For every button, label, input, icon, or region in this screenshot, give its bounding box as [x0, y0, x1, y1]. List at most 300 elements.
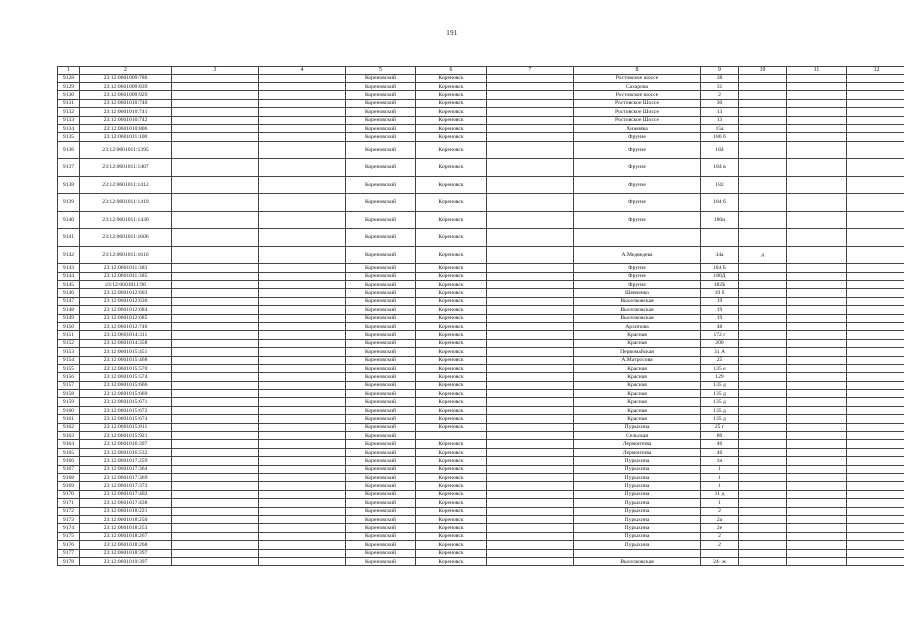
district-cell: Кореновский [346, 448, 416, 456]
empty-cell [787, 373, 847, 381]
empty-cell [172, 507, 259, 515]
empty-cell [847, 557, 904, 565]
table-row [58, 246, 904, 264]
column-header: 11 [787, 67, 847, 75]
cadastral-number-cell: 23:12:0601016:397 [80, 440, 172, 448]
column-header: 12 [847, 67, 904, 75]
street-cell: Красная [574, 406, 701, 414]
note-cell [739, 532, 787, 540]
district-cell: Кореновский [346, 364, 416, 372]
empty-cell [847, 306, 904, 314]
table-row [58, 211, 904, 229]
note-cell [739, 465, 787, 473]
street-cell: Фрунзе [574, 264, 701, 272]
empty-cell [259, 423, 346, 431]
house-number-cell: 180Д [701, 272, 739, 280]
empty-cell [847, 141, 904, 159]
empty-cell [847, 264, 904, 272]
column-header: 3 [172, 67, 259, 75]
row-number-cell: 9155 [58, 364, 80, 372]
table-row [58, 297, 904, 305]
house-number-cell [701, 549, 739, 557]
empty-cell [787, 322, 847, 330]
cadastral-number-cell: 23:12:0601015:811 [80, 423, 172, 431]
district-cell: Кореновский [346, 440, 416, 448]
empty-cell [259, 398, 346, 406]
empty-cell [172, 74, 259, 82]
cadastral-number-cell: 23:12:0601018:268 [80, 541, 172, 549]
empty-cell [259, 415, 346, 423]
row-number-cell: 9162 [58, 423, 80, 431]
table-row [58, 281, 904, 289]
column-header: 4 [259, 67, 346, 75]
note-cell [739, 281, 787, 289]
street-cell: Пурыхина [574, 541, 701, 549]
empty-cell [259, 507, 346, 515]
table-row [58, 141, 904, 159]
row-number-cell: 9148 [58, 306, 80, 314]
house-number-cell: 19 [701, 314, 739, 322]
empty-cell [259, 108, 346, 116]
district-cell: Кореновский [346, 297, 416, 305]
note-cell [739, 289, 787, 297]
empty-cell [259, 457, 346, 465]
empty-cell [259, 448, 346, 456]
cadastral-number-cell: 23:12:0601011:1606 [80, 229, 172, 247]
district-cell: Кореновский [346, 473, 416, 481]
district-cell: Кореновский [346, 515, 416, 523]
empty-cell [487, 82, 574, 90]
street-cell: Ростовское Шоссе [574, 108, 701, 116]
empty-cell [487, 211, 574, 229]
empty-cell [787, 229, 847, 247]
table-row [58, 322, 904, 330]
note-cell [739, 141, 787, 159]
row-number-cell: 9166 [58, 457, 80, 465]
street-cell: Красная [574, 415, 701, 423]
empty-cell [847, 159, 904, 177]
town-cell: Кореновск [416, 440, 487, 448]
empty-cell [487, 272, 574, 280]
town-cell: Кореновск [416, 549, 487, 557]
empty-cell [259, 440, 346, 448]
street-cell: Пурыхина [574, 423, 701, 431]
street-cell: Пурыхина [574, 515, 701, 523]
house-number-cell: 19 б [701, 289, 739, 297]
note-cell [739, 499, 787, 507]
note-cell [739, 116, 787, 124]
column-header: 1 [58, 67, 80, 75]
row-number-cell: 9157 [58, 381, 80, 389]
empty-cell [172, 211, 259, 229]
town-cell: Кореновск [416, 176, 487, 194]
empty-cell [172, 322, 259, 330]
district-cell: Кореновский [346, 532, 416, 540]
street-cell: Пурыхина [574, 532, 701, 540]
table-row [58, 364, 904, 372]
town-cell: Кореновск [416, 211, 487, 229]
district-cell: Кореновский [346, 541, 416, 549]
empty-cell [487, 549, 574, 557]
empty-cell [172, 141, 259, 159]
street-cell: А.Матросова [574, 356, 701, 364]
cadastral-number-cell: 23:12:0601015:468 [80, 356, 172, 364]
town-cell: Кореновск [416, 373, 487, 381]
row-number-cell: 9177 [58, 549, 80, 557]
town-cell: Кореновск [416, 331, 487, 339]
note-cell [739, 194, 787, 212]
empty-cell [172, 91, 259, 99]
town-cell: Кореновск [416, 390, 487, 398]
town-cell: Кореновск [416, 406, 487, 414]
empty-cell [259, 557, 346, 565]
empty-cell [847, 532, 904, 540]
street-cell: Красная [574, 381, 701, 389]
empty-cell [787, 557, 847, 565]
street-cell [574, 229, 701, 247]
row-number-cell: 9142 [58, 246, 80, 264]
empty-cell [172, 356, 259, 364]
empty-cell [487, 74, 574, 82]
row-number-cell: 9137 [58, 159, 80, 177]
empty-cell [847, 482, 904, 490]
note-cell [739, 457, 787, 465]
note-cell [739, 331, 787, 339]
district-cell: Кореновский [346, 381, 416, 389]
empty-cell [847, 390, 904, 398]
house-number-cell: 184 Б [701, 264, 739, 272]
row-number-cell: 9149 [58, 314, 80, 322]
cadastral-number-cell: 23:12:0601017:369 [80, 473, 172, 481]
empty-cell [487, 176, 574, 194]
note-cell [739, 306, 787, 314]
street-cell: Лермонтова [574, 448, 701, 456]
empty-cell [172, 465, 259, 473]
empty-cell [259, 82, 346, 90]
empty-cell [259, 133, 346, 141]
empty-cell [847, 356, 904, 364]
district-cell: Кореновский [346, 507, 416, 515]
district-cell: Кореновский [346, 74, 416, 82]
empty-cell [259, 482, 346, 490]
house-number-cell: 135 д [701, 390, 739, 398]
cadastral-number-cell: 23:12:0601011:385 [80, 272, 172, 280]
district-cell: Кореновский [346, 331, 416, 339]
cadastral-number-cell: 23:12:0601015:674 [80, 415, 172, 423]
district-cell: Кореновский [346, 91, 416, 99]
street-cell: Фрунзе [574, 194, 701, 212]
district-cell: Кореновский [346, 373, 416, 381]
cadastral-number-cell: 23:12:0601014:358 [80, 339, 172, 347]
row-number-cell: 9160 [58, 406, 80, 414]
row-number-cell: 9173 [58, 515, 80, 523]
column-header: 10 [739, 67, 787, 75]
table-row [58, 176, 904, 194]
district-cell: Кореновский [346, 82, 416, 90]
empty-cell [847, 272, 904, 280]
row-number-cell: 9136 [58, 141, 80, 159]
house-number-cell: 25 г [701, 423, 739, 431]
empty-cell [487, 423, 574, 431]
row-number-cell: 9161 [58, 415, 80, 423]
empty-cell [847, 339, 904, 347]
town-cell: Кореновск [416, 108, 487, 116]
empty-cell [259, 141, 346, 159]
cadastral-number-cell: 23:12:0601010:741 [80, 108, 172, 116]
town-cell: Кореновск [416, 159, 487, 177]
empty-cell [787, 448, 847, 456]
row-number-cell: 9143 [58, 264, 80, 272]
house-number-cell: 135 д [701, 406, 739, 414]
town-cell: Кореновск [416, 532, 487, 540]
house-number-cell: 1 [701, 482, 739, 490]
house-number-cell: 180и [701, 211, 739, 229]
table-row [58, 229, 904, 247]
empty-cell [787, 82, 847, 90]
row-number-cell: 9135 [58, 133, 80, 141]
note-cell [739, 549, 787, 557]
note-cell [739, 398, 787, 406]
row-number-cell: 9169 [58, 482, 80, 490]
district-cell: Кореновский [346, 423, 416, 431]
note-cell [739, 297, 787, 305]
street-cell: Пурыхина [574, 490, 701, 498]
district-cell: Кореновский [346, 432, 416, 440]
column-header: 5 [346, 67, 416, 75]
street-cell: Сахарова [574, 82, 701, 90]
empty-cell [259, 176, 346, 194]
table-row [58, 331, 904, 339]
column-header: 6 [416, 67, 487, 75]
town-cell: Кореновск [416, 490, 487, 498]
house-number-cell: 135 д [701, 415, 739, 423]
street-cell: Архипова [574, 322, 701, 330]
district-cell: Кореновский [346, 490, 416, 498]
empty-cell [787, 159, 847, 177]
cadastral-number-cell: 23:12:0601012:630 [80, 297, 172, 305]
empty-cell [787, 116, 847, 124]
cadastral-number-cell: 23:12:0601011:100 [80, 133, 172, 141]
empty-cell [259, 297, 346, 305]
cadastral-number-cell: 23:12:0601019:397 [80, 557, 172, 565]
town-cell [416, 432, 487, 440]
row-number-cell: 9174 [58, 524, 80, 532]
row-number-cell: 9165 [58, 448, 80, 456]
empty-cell [787, 348, 847, 356]
house-number-cell: 135 е [701, 364, 739, 372]
table-body [58, 74, 904, 566]
table-row [58, 415, 904, 423]
cadastral-number-cell: 23:12:0601010:740 [80, 99, 172, 107]
street-cell: Ростовское Шоссе [574, 99, 701, 107]
house-number-cell: 129 [701, 373, 739, 381]
table-header-row [58, 67, 904, 75]
table-row [58, 532, 904, 540]
note-cell [739, 82, 787, 90]
house-number-cell: 1 [701, 465, 739, 473]
town-cell: Кореновск [416, 116, 487, 124]
house-number-cell: 19 [701, 297, 739, 305]
empty-cell [847, 314, 904, 322]
house-number-cell: 1 [701, 499, 739, 507]
note-cell [739, 339, 787, 347]
house-number-cell: 46 [701, 448, 739, 456]
cadastral-number-cell: 23:12:0601010:806 [80, 124, 172, 132]
empty-cell [487, 289, 574, 297]
empty-cell [172, 390, 259, 398]
empty-cell [259, 364, 346, 372]
street-cell: Ростовское шоссе [574, 91, 701, 99]
empty-cell [847, 281, 904, 289]
empty-cell [787, 415, 847, 423]
empty-cell [487, 264, 574, 272]
note-cell [739, 364, 787, 372]
empty-cell [847, 457, 904, 465]
empty-cell [847, 91, 904, 99]
row-number-cell: 9170 [58, 490, 80, 498]
empty-cell [847, 440, 904, 448]
cadastral-number-cell: 23:12:0601011:96 [80, 281, 172, 289]
town-cell: Кореновск [416, 297, 487, 305]
cadastral-number-cell: 23:12:0601017:438 [80, 499, 172, 507]
house-number-cell: 11 д [701, 490, 739, 498]
empty-cell [847, 432, 904, 440]
empty-cell [847, 297, 904, 305]
town-cell: Кореновск [416, 541, 487, 549]
empty-cell [259, 373, 346, 381]
empty-cell [172, 108, 259, 116]
empty-cell [172, 406, 259, 414]
empty-cell [787, 124, 847, 132]
empty-cell [259, 272, 346, 280]
street-cell: Пурыхина [574, 465, 701, 473]
cadastral-number-cell: 23:12:0601015:666 [80, 381, 172, 389]
note-cell [739, 176, 787, 194]
street-cell: Пурыхина [574, 524, 701, 532]
empty-cell [172, 532, 259, 540]
house-number-cell: 46 [701, 440, 739, 448]
empty-cell [847, 465, 904, 473]
empty-cell [259, 390, 346, 398]
note-cell [739, 507, 787, 515]
cadastral-number-cell: 23:12:0601015:574 [80, 373, 172, 381]
town-cell: Кореновск [416, 423, 487, 431]
note-cell [739, 348, 787, 356]
note-cell [739, 406, 787, 414]
house-number-cell: 19 [701, 306, 739, 314]
table-row [58, 448, 904, 456]
row-number-cell: 9171 [58, 499, 80, 507]
town-cell: Кореновск [416, 281, 487, 289]
empty-cell [847, 524, 904, 532]
row-number-cell: 9131 [58, 99, 80, 107]
house-number-cell: 15а [701, 124, 739, 132]
table-row [58, 524, 904, 532]
column-header: 8 [574, 67, 701, 75]
empty-cell [487, 541, 574, 549]
empty-cell [787, 482, 847, 490]
note-cell [739, 91, 787, 99]
empty-cell [172, 331, 259, 339]
street-cell: Шевченко [574, 289, 701, 297]
street-cell: Фрунзе [574, 159, 701, 177]
empty-cell [847, 448, 904, 456]
empty-cell [259, 515, 346, 523]
table-row [58, 541, 904, 549]
row-number-cell: 9163 [58, 432, 80, 440]
empty-cell [847, 549, 904, 557]
empty-cell [259, 159, 346, 177]
town-cell: Кореновск [416, 482, 487, 490]
empty-cell [259, 549, 346, 557]
table-row [58, 356, 904, 364]
street-cell: Красная [574, 390, 701, 398]
cadastral-number-cell: 23:12:0601017:373 [80, 482, 172, 490]
empty-cell [787, 211, 847, 229]
empty-cell [847, 415, 904, 423]
empty-cell [259, 91, 346, 99]
district-cell: Кореновский [346, 194, 416, 212]
cadastral-number-cell: 23:12:0601017:364 [80, 465, 172, 473]
street-cell: Выселковская [574, 557, 701, 565]
town-cell: Кореновск [416, 91, 487, 99]
empty-cell [487, 406, 574, 414]
note-cell [739, 133, 787, 141]
district-cell: Кореновский [346, 246, 416, 264]
district-cell: Кореновский [346, 229, 416, 247]
street-cell: Лермонтова [574, 440, 701, 448]
table-row [58, 194, 904, 212]
note-cell [739, 423, 787, 431]
cadastral-number-cell: 23:12:0601010:742 [80, 116, 172, 124]
table-row [58, 390, 904, 398]
cadastral-number-cell: 23:12:0601012:685 [80, 314, 172, 322]
empty-cell [172, 448, 259, 456]
district-cell: Кореновский [346, 482, 416, 490]
district-cell: Кореновский [346, 211, 416, 229]
table-row [58, 398, 904, 406]
page-number: 191 [446, 29, 458, 37]
town-cell: Кореновск [416, 74, 487, 82]
table-row [58, 314, 904, 322]
district-cell: Кореновский [346, 141, 416, 159]
cadastral-number-cell: 23:12:0601009:929 [80, 91, 172, 99]
house-number-cell: 38 [701, 74, 739, 82]
district-cell: Кореновский [346, 524, 416, 532]
row-number-cell: 9158 [58, 390, 80, 398]
empty-cell [172, 124, 259, 132]
row-number-cell: 9145 [58, 281, 80, 289]
empty-cell [487, 108, 574, 116]
note-cell [739, 448, 787, 456]
empty-cell [172, 490, 259, 498]
street-cell: Пурыхина [574, 482, 701, 490]
empty-cell [787, 264, 847, 272]
town-cell: Кореновск [416, 289, 487, 297]
table-row [58, 423, 904, 431]
table-row [58, 557, 904, 565]
empty-cell [259, 524, 346, 532]
empty-cell [487, 133, 574, 141]
empty-cell [172, 432, 259, 440]
empty-cell [847, 331, 904, 339]
empty-cell [172, 499, 259, 507]
cadastral-number-cell: 23:12:0601014:311 [80, 331, 172, 339]
town-cell: Кореновск [416, 82, 487, 90]
street-cell: Красная [574, 373, 701, 381]
empty-cell [259, 348, 346, 356]
empty-cell [487, 465, 574, 473]
